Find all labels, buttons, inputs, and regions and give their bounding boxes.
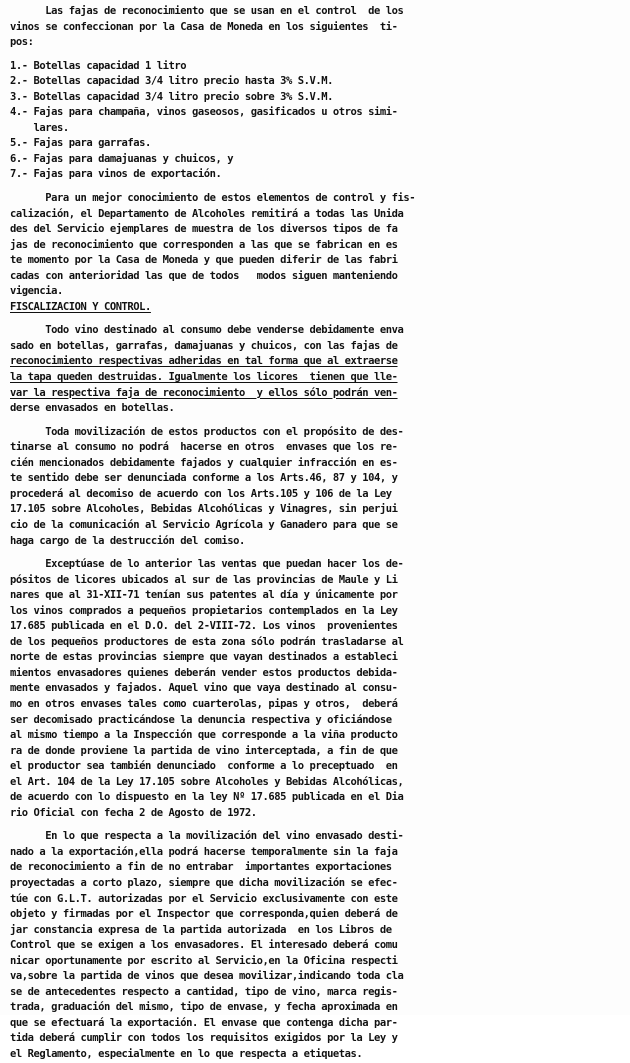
text-line: norte de estas provincias siempre que vayan destinados a estableci [10,651,398,664]
list-item: 2.- Botellas capacidad 3/4 litro precio hasta 3% S.V.M. [10,75,333,88]
text-line: se de antecedentes respecto a cantidad, tipo de vino, marca regis- [10,985,398,998]
text-line: jas de reconocimiento que corresponden a las que se fabrican en es [10,238,398,251]
paragraph-envase [10,323,622,416]
paragraph-movilizacion [10,425,622,549]
paragraph-exceptuase [10,557,622,821]
paragraph-intro [10,4,622,51]
text-line-underlined: var la respectiva faja de reconocimiento y ellos sólo podrán ven- [10,386,398,399]
text-line: trada, graduación del mismo, tipo de envase, y fecha aproximada en [10,1001,398,1014]
paragraph-conocimiento [10,191,622,300]
text-line: haga cargo de la destrucción del comiso. [10,534,245,547]
text-line: Exceptúase de lo anterior las ventas que puedan hacer los de- [10,558,404,571]
text-line: los vinos comprados a pequeños propietarios contemplados en la Ley [10,604,398,617]
text-line: En lo que respecta a la movilización del vino envasado desti- [10,830,404,843]
text-line: cién mencionados debidamente fajados y cualquier infracción en es- [10,456,398,469]
paragraph-gap [10,417,622,425]
text-line: tinarse al consumo no podrá hacerse en otros envases que los re- [10,441,398,454]
text-line: sado en botellas, garrafas, damajuanas y chuicos, con las fajas de [10,339,398,352]
text-line: va,sobre la partida de vinos que desea movilizar,indicando toda cla [10,970,404,983]
text-line: pos: [10,36,34,49]
text-line: nicar oportunamente por escrito al Servicio,en la Oficina respecti [10,954,398,967]
text-line: cio de la comunicación al Servicio Agrícola y Ganadero para que se [10,518,398,531]
text-line: de los pequeños productores de esta zona sólo podrán trasladarse al [10,635,404,648]
list-tipos [10,59,622,183]
paragraph-gap [10,549,622,557]
text-line: vigencia. [10,285,63,298]
text-line: de acuerdo con lo dispuesto en la ley Nº 17.685 publicada en el Dia [10,791,404,804]
list-item: lares. [10,121,69,134]
text-line: vinos se confeccionan por la Casa de Moneda en los siguientes ti- [10,20,398,33]
heading-fiscalizacion: FISCALIZACION Y CONTROL. [10,300,151,313]
list-item: 3.- Botellas capacidad 3/4 litro precio sobre 3% S.V.M. [10,90,333,103]
text-line-underlined: la tapa queden destruidas. Igualmente los licores tienen que lle- [10,371,398,384]
paragraph-exportacion [10,829,622,1062]
text-line: nares que al 31-XII-71 tenían sus patentes al día y únicamente por [10,589,398,602]
text-line: Las fajas de reconocimiento que se usan en el control de los [10,5,404,17]
text-line: des del Servicio ejemplares de muestra de los diversos tipos de fa [10,223,398,236]
text-line: procederá al decomiso de acuerdo con los Arts.105 y 106 de la Ley [10,487,392,500]
text-line: cadas con anterioridad las que de todos modos siguen manteniendo [10,269,398,282]
text-line: ra de donde proviene la partida de vino interceptada, a fin de que [10,744,398,757]
text-line: Para un mejor conocimiento de estos elementos de control y fis- [10,192,416,205]
text-line: que se efectuará la exportación. El envase que contenga dicha par- [10,1016,398,1029]
text-line: nado a la exportación,ella podrá hacerse temporalmente sin la faja [10,845,398,858]
list-item: 4.- Fajas para champaña, vinos gaseosos, gasificados u otros simi- [10,106,398,119]
paragraph-gap [10,315,622,323]
text-line: proyectadas a corto plazo, siempre que dicha movilización se efec- [10,876,398,889]
text-line: de reconocimiento a fin de no entrabar importantes exportaciones [10,861,392,874]
section-heading [10,300,622,316]
text-line: Toda movilización de estos productos con el propósito de des- [10,425,404,438]
text-line: túe con G.L.T. autorizadas por el Servicio exclusivamente con este [10,892,398,905]
text-line: mente envasados y fajados. Aquel vino que vaya destinado al consu- [10,682,398,695]
list-item: 7.- Fajas para vinos de exportación. [10,168,222,181]
list-item: 6.- Fajas para damajuanas y chuicos, y [10,152,234,165]
text-line: objeto y firmadas por el Inspector que corresponda,quien deberá de [10,908,398,921]
text-line: 17.685 publicada en el D.O. del 2-VIII-72. Los vinos provenientes [10,620,398,633]
text-line: mientos envasadores quienes deberán vender estos productos debida- [10,666,398,679]
paragraph-gap [10,51,622,59]
text-line: ser decomisado practicándose la denuncia respectiva y oficiándose [10,713,392,726]
text-line: el productor sea también denunciado conforme a lo preceptuado en [10,760,398,773]
text-line: Todo vino destinado al consumo debe venderse debidamente enva [10,324,404,337]
text-line: al mismo tiempo a la Inspección que corresponde a la viña producto [10,729,398,742]
text-line-underlined: reconocimiento respectivas adheridas en tal forma que al extraerse [10,355,398,368]
text-line: el Reglamento, especialmente en lo que respecta a etiquetas. [10,1048,363,1060]
text-line: te sentido debe ser denunciada conforme a los Arts.46, 87 y 104, y [10,472,398,485]
text-line: mo en otros envases tales como cuarterolas, pipas y otros, deberá [10,697,398,710]
text-line: calización, el Departamento de Alcoholes remitirá a todas las Unida [10,207,404,220]
text-line: rio Oficial con fecha 2 de Agosto de 1972. [10,806,257,819]
text-line: pósitos de licores ubicados al sur de las provincias de Maule y Li [10,573,398,586]
list-item: 5.- Fajas para garrafas. [10,137,151,150]
paragraph-gap [10,183,622,191]
text-line: 17.105 sobre Alcoholes, Bebidas Alcohólicas y Vinagres, sin perjui [10,503,398,516]
text-line: Control que se exigen a los envasadores. El interesado deberá comu [10,939,398,952]
text-line: te momento por la Casa de Moneda y que pueden diferir de las fabri [10,254,398,267]
text-line: jar constancia expresa de la partida autorizada en los Libros de [10,923,392,936]
document-body [10,4,622,1063]
text-line: el Art. 104 de la Ley 17.105 sobre Alcoholes y Bebidas Alcohólicas, [10,775,404,788]
text-line: derse envasados en botellas. [10,402,175,415]
paragraph-gap [10,821,622,829]
text-line: tida deberá cumplir con todos los requisitos exigidos por la Ley y [10,1032,398,1045]
list-item: 1.- Botellas capacidad 1 litro [10,59,187,72]
